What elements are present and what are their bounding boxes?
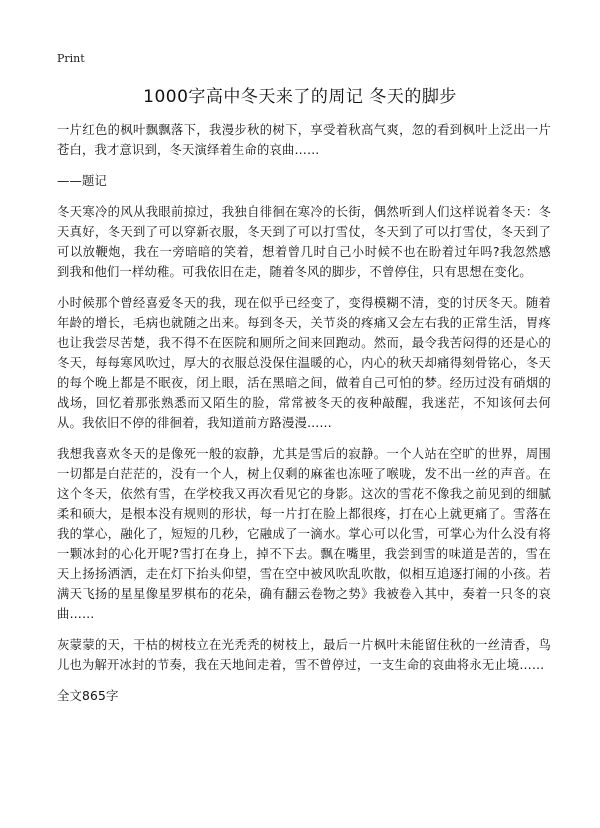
- paragraph-2: 小时候那个曾经喜爱冬天的我，现在似乎已经变了，变得模糊不清，变的讨厌冬天。随着年龄的增长，毛病也就随之出来。每到冬天，关节炎的疼痛又会左右我的正常生活，胃疼也让我尝尽苦楚，我不得不在医院和厕所之间来回跑动。然而，最令我苦闷得的还是心的冬天，每每寒风吹过，厚大的衣服总没保住温暖的心，内心的秋天却痛得刻骨铭心，冬天的每个晚上都是不眠夜，闭上眼，活在黑暗之间，做着自己可怕的梦。经历过没有硝烟的战场，回忆着那张熟悉而又陌生的脸，常常被冬天的夜种敲醒，我迷茫，不知该何去何从。我依旧不停的徘徊着，我知道前方路漫漫……: [57, 296, 551, 430]
- paragraph-1: 冬天寒冷的风从我眼前掠过，我独自徘徊在寒冷的长街，偶然听到人们这样说着冬天：冬天真好，冬天到了可以穿新衣服，冬天到了可以打雪仗，冬天到了可以打雪仗，冬天到了可以放鞭炮，我在一旁暗暗的笑着，想着曾几时自己小时候不也在盼着过年吗?我忽然感到我和他们一样幼稚。可我依旧在走，随着冬风的脚步，不曾停住，只有思想在变化。: [57, 205, 551, 279]
- paragraph-intro: 一片红色的枫叶飘飘落下，我漫步秋的树下，享受着秋高气爽，忽的看到枫叶上泛出一片苍白，我才意识到，冬天演绎着生命的哀曲……: [57, 123, 551, 157]
- paragraph-epigraph-label: ——题记: [57, 174, 107, 188]
- word-count: 全文865字: [57, 689, 119, 703]
- page-title: 1000字高中冬天来了的周记 冬天的脚步: [143, 87, 457, 107]
- paragraph-3: 我想我喜欢冬天的是像死一般的寂静，尤其是雪后的寂静。一个人站在空旷的世界，周围一切都是白茫茫的，没有一个人，树上仅剩的麻雀也冻哑了喉咙，发不出一丝的声音。在这个冬天，依然有雪，在学校我又再次看见它的身影。这次的雪花不像我之前见到的细腻柔和硕大，是根本没有规则的形状，每一片打在脸上都很疼，打在心上就更痛了。雪落在我的掌心，融化了，短短的几秒，它融成了一滴水。掌心可以化雪，可掌心为什么没有将一颗冰封的心化开呢?雪打在身上，掉不下去。飘在嘴里，我尝到雪的味道是苦的，雪在天上扬扬洒洒，走在灯下抬头仰望，雪在空中被风吹乱吹散，似相互追逐打闹的小孩。若满天飞扬的星星像星罗棋布的花朵，确有翻云卷物之势》我被卷入其中，奏着一只冬的哀曲……: [57, 447, 551, 621]
- paragraph-4: 灰蒙蒙的天，干枯的树枝立在光秃秃的树枝上，最后一片枫叶未能留住秋的一丝清香，鸟儿也为解开冰封的节奏，我在天地间走着，雪不曾停过，一支生命的哀曲将永无止境……: [57, 638, 551, 672]
- article-body: [57, 120, 551, 706]
- print-link[interactable]: Print: [57, 52, 85, 65]
